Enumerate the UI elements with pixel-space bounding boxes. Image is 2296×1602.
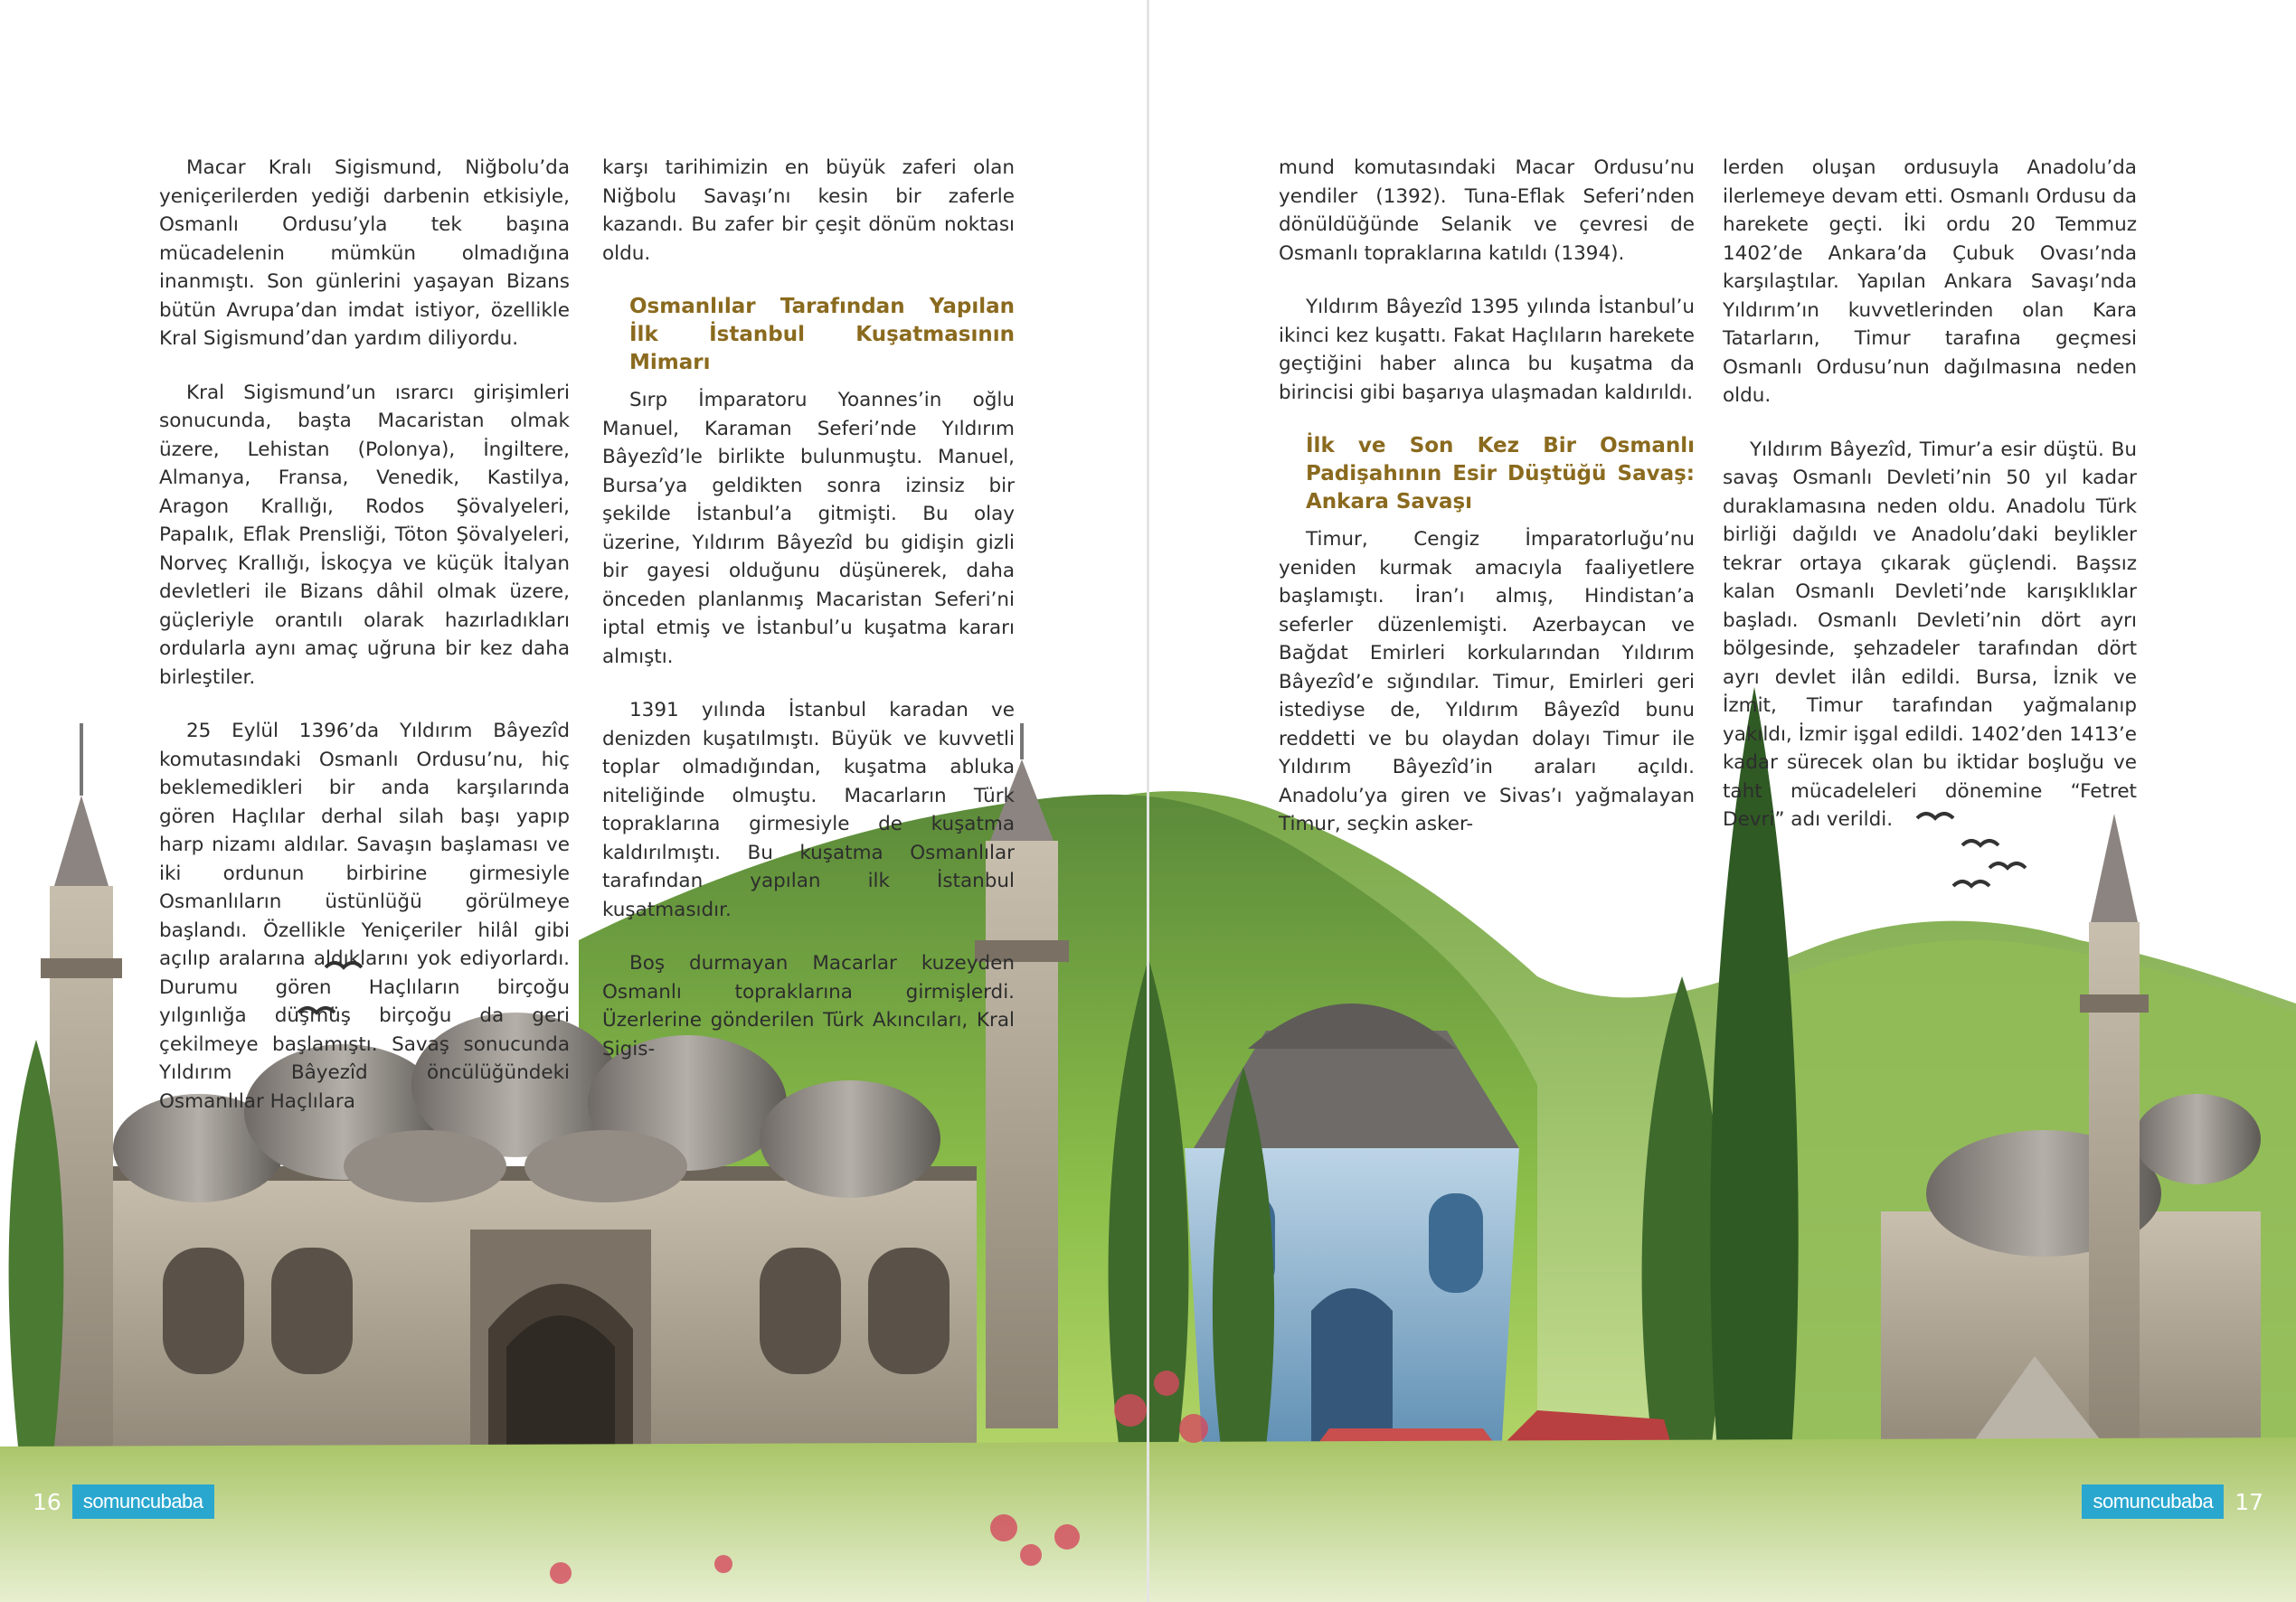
- page-number: 17: [2235, 1488, 2263, 1515]
- section-heading: İlk ve Son Kez Bir Osmanlı Padişahının Esir Düştüğü Savaş: Ankara Savaşı: [1306, 434, 1695, 514]
- column-3: [1279, 154, 1695, 864]
- footer-left: [22, 1480, 214, 1523]
- paragraph: Boş durmayan Macarlar kuzeyden Osmanlı topraklarına girmişlerdi. Üzerlerine gönderilen Türk Akıncıları, Kral Sigis-: [602, 952, 1015, 1060]
- paragraph: Yıldırım Bâyezîd 1395 yılında İstanbul’u ikinci kez kuşattı. Fakat Haçlıların harekete geçtiğini haber alınca bu kuşatma da birincisi gibi başarıya ulaşmadan kaldırıldı.: [1279, 296, 1695, 404]
- paragraph: Kral Sigismund’un ısrarcı girişimleri sonucunda, başta Macaristan olmak üzere, Lehistan (Polonya), İngiltere, Almanya, Fransa, Venedik, Kastilya, Aragon Krallığı, Rodos Şövalyeleri, Papalık, Eflak Prensliği, Töton Şövalyeleri, Norveç Krallığı, İskoçya ve küçük İtalyan devletleri ile Bizans dâhil olmak üzere, güçleriyle orantılı olarak hazırladıkları ordularla aynı amaç uğruna bir kez daha birleştiler.: [159, 381, 570, 689]
- paragraph: Macar Kralı Sigismund, Niğbolu’da yeniçerilerden yediği darbenin etkisiyle, Osmanlı Ordusu’yla tek başına mücadelenin mümkün olmadığına inanmıştı. Son günlerini yaşayan Bizans bütün Avrupa’dan imdat istiyor, özellikle Kral Sigismund’dan yardım diliyordu.: [159, 156, 570, 350]
- paragraph: karşı tarihimizin en büyük zaferi olan Niğbolu Savaşı’nı kesin bir zaferle kazandı. Bu zafer bir çeşit dönüm noktası oldu.: [602, 156, 1015, 265]
- brand-logo: somuncubaba: [72, 1484, 214, 1519]
- page-gutter: [1147, 0, 1149, 1602]
- column-1: [159, 154, 570, 1141]
- paragraph: 1391 yılında İstanbul karadan ve denizden kuşatılmıştı. Büyük ve kuvvetli toplar olmadığından, kuşatma abluka niteliğinde olmuştu. Macarların Türk topraklarına girmesiyle de kuşatma kaldırılmıştı. Bu kuşatma Osmanlılar tarafından yapılan ilk İstanbul kuşatmasıdır.: [602, 699, 1015, 921]
- brand-logo: somuncubaba: [2082, 1484, 2224, 1519]
- paragraph: 25 Eylül 1396’da Yıldırım Bâyezîd komutasındaki Osmanlı Ordusu’nu, hiç beklemedikleri bir anda karşılarında gören Haçlılar derhal silah başı yapıp harp nizamı aldılar. Savaşın başlaması ve iki ordunun birbirine girmesiyle Osmanlıların üstünlüğü görülmeye başlandı. Özellikle Yeniçeriler hilâl gibi açılıp aralarına aldıklarını yok ediyorlardı. Durumu gören Haçlıların birçoğu yılgınlığa düşmüş birçoğu da geri çekilmeye başlamıştı. Savaş sonucunda Yıldırım Bâyezîd öncülüğündeki Osmanlılar Haçlılara: [159, 720, 570, 1113]
- paragraph: mund komutasındaki Macar Ordusu’nu yendiler (1392). Tuna-Eflak Seferi’nden dönüldüğünde Selanik ve çevresi de Osmanlı topraklarına katıldı (1394).: [1279, 156, 1695, 265]
- footer-right: [2082, 1480, 2274, 1523]
- section-heading: Osmanlılar Tarafından Yapılan İlk İstanbul Kuşatmasının Mimarı: [629, 295, 1015, 374]
- paragraph: lerden oluşan ordusuyla Anadolu’da ilerlemeye devam etti. Osmanlı Ordusu da harekete geçti. İki ordu 20 Temmuz 1402’de Ankara’da Çubuk Ovası’nda karşılaştılar. Yapılan Ankara Savaşı’nda Yıldırım’ın kuvvetlerinden olan Kara Tatarların, Timur tarafına geçmesi Osmanlı Ordusu’nun dağılmasına neden oldu.: [1723, 156, 2137, 407]
- paragraph: Sırp İmparatoru Yoannes’in oğlu Manuel, Karaman Seferi’nde Yıldırım Bâyezîd’le birlikte bulunmuştu. Manuel, Bursa’ya geldikten sonra izinsiz bir şekilde İstanbul’a gitmişti. Bu olay üzerine, Yıldırım Bâyezîd bu gidişin gizli bir gayesi olduğunu düşünerek, daha önceden planlanmış Macaristan Seferi’ni iptal etmiş ve İstanbul’u kuşatma kararı almıştı.: [602, 389, 1015, 668]
- column-4: [1723, 154, 2137, 860]
- paragraph: Timur, Cengiz İmparatorluğu’nu yeniden kurmak amacıyla faaliyetlere başlamıştı. İran’ı almış, Hindistan’a seferler düzenlemişti. Azerbaycan ve Bağdat Emirleri korkularından Yıldırım Bâyezîd’e sığındılar. Timur, Emirleri geri istediyse de, Yıldırım Bâyezîd bunu reddetti ve bu olaydan dolayı Timur ile Yıldırım Bâyezîd’in araları açıldı. Anadolu’ya giren ve Sivas’ı yağmalayan Timur, seçkin asker-: [1279, 528, 1695, 835]
- paragraph: Yıldırım Bâyezîd, Timur’a esir düştü. Bu savaş Osmanlı Devleti’nin 50 yıl kadar duraklamasına neden oldu. Anadolu Türk birliği dağıldı ve Anadolu’daki beylikler tekrar ortaya çıkarak güçlendi. Başsız kalan Osmanlı Devleti’nde karışıklıklar başladı. Osmanlı Devleti’nin dört ayrı bölgesinde, şehzadeler tarafından dört ayrı devlet ilân edildi. Bursa, İznik ve İzmit, Timur tarafından yağmalanıp yakıldı, İzmir işgal edildi. 1402’den 1413’e kadar sürecek olan bu iktidar boşluğu ve taht mücadeleleri dönemine “Fetret Devri” adı verildi.: [1723, 438, 2137, 831]
- page-number: 16: [33, 1488, 61, 1515]
- column-2: [602, 154, 1015, 1088]
